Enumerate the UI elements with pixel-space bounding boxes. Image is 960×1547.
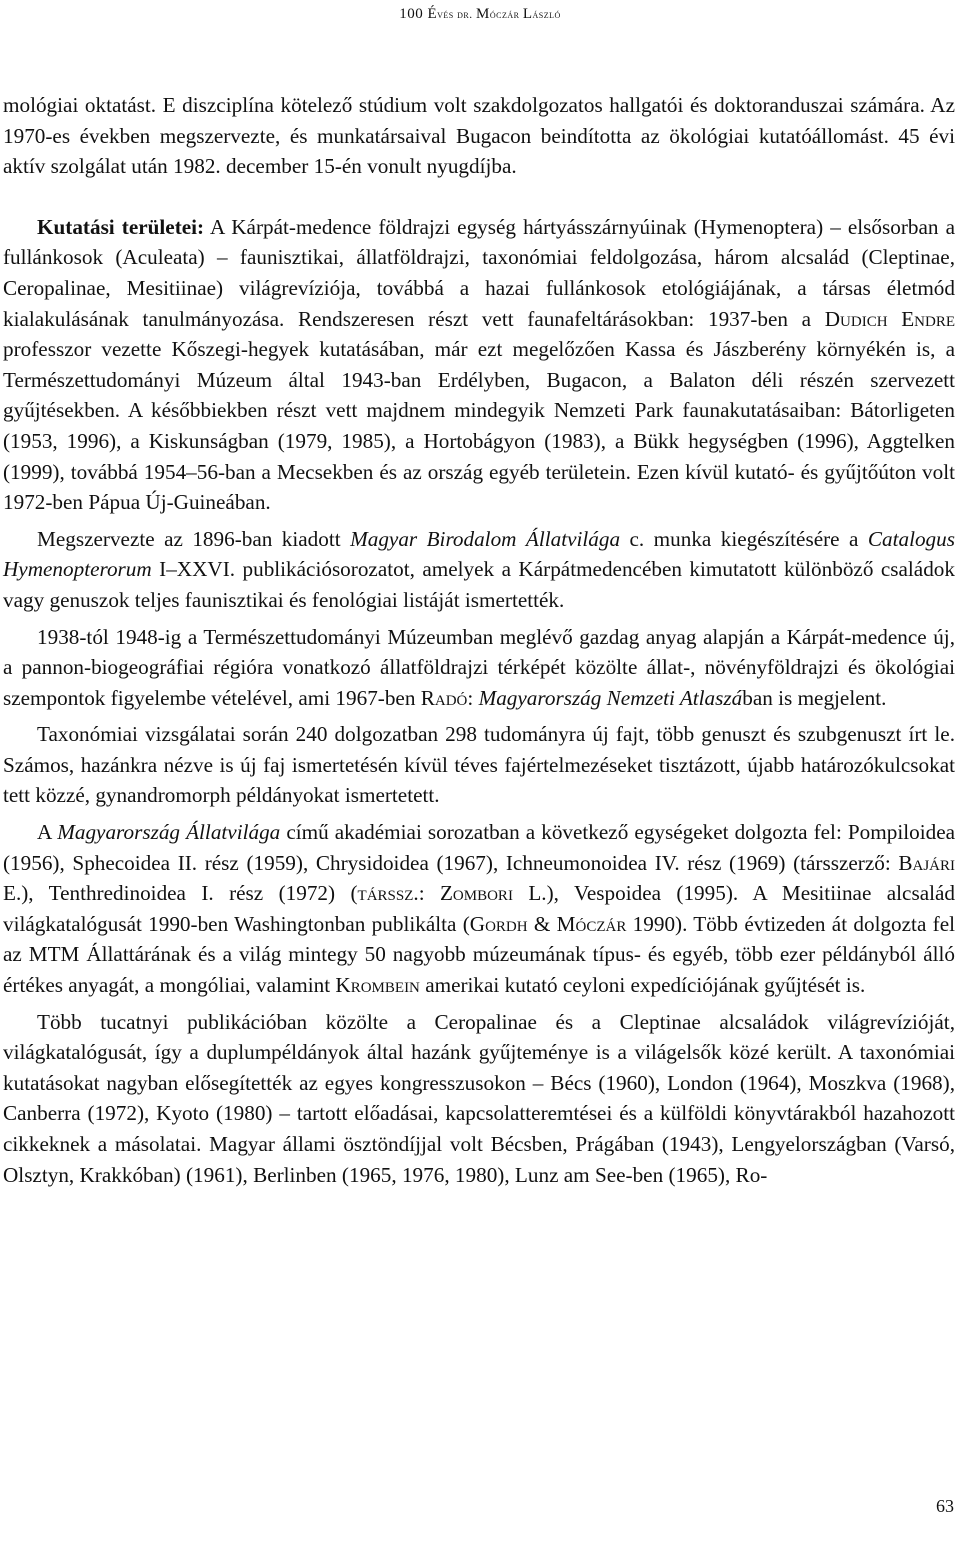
- paragraph-text: Taxonómiai vizsgálatai során 240 dolgozatban 298 tudományra új fajt, több genuszt és szubgenuszt írt le. Számos, hazánkra nézve is új faj ismertetésén kívül téves fajértelmezéseket tisztázott, újabb határozókulcsokat tett közzé, gynandromorph példányokat ismertetett.: [3, 722, 955, 808]
- paragraph-text: amerikai kutató ceyloni expedíciójának gyűjtését is.: [419, 973, 866, 998]
- running-head-text: M: [475, 6, 490, 22]
- body-text: [3, 90, 955, 1190]
- person-name: Radó: [420, 685, 468, 710]
- work-title: Catalogus Hymenopterorum: [3, 526, 955, 582]
- abbreviation: társsz.: [357, 881, 419, 906]
- running-head-text: ászló: [532, 9, 561, 21]
- paragraph-text: :: [467, 685, 479, 710]
- paragraph-text: 1990). Több évtizeden át dolgozta fel az MTM Állattárának és a világ mintegy 50 nagyobb múzeumának típus- és egyéb, több ezer példányból álló értékes anyagát, a mongóliai, valamint: [3, 911, 955, 998]
- paragraph-3: [3, 524, 955, 616]
- paragraph-4: [3, 622, 955, 714]
- paragraph-text: 1938-tól 1948-ig a Természettudományi Múzeumban meglévő gazdag anyag alapján a Kárpát-medence új, a pannon-biogeográfiai régióra vonatkozó állatföldrajzi térképét közölte állat-, növényföldrajzi és ökológiai szempontok figyelembe vételével, ami 1967-ben: [3, 624, 955, 710]
- person-name: Zombori L.: [439, 881, 547, 906]
- work-title: Magyar Birodalom Állatvilága: [350, 526, 621, 551]
- paragraph-text: A: [37, 820, 58, 845]
- page-number: 63: [936, 1496, 954, 1516]
- person-name: Dudich Endre: [824, 306, 955, 331]
- work-title: Magyarország Nemzeti Atlaszá: [478, 685, 743, 710]
- paragraph-5: [3, 719, 955, 811]
- running-head-text: L: [522, 6, 533, 22]
- paragraph-1: [3, 90, 955, 182]
- running-head: [0, 6, 960, 23]
- paragraph-6: [3, 817, 955, 1001]
- paragraph-text: ), Tenthredinoidea I. rész (1972) (: [21, 881, 358, 906]
- person-name: Móczár: [556, 911, 627, 936]
- paragraph-text: I–XXVI. publikációsorozatot, amelyek a Kárpátmedencében kimutatott különböző családok vagy genuszok teljes faunisztikai és fenológiai listáját ismertették.: [3, 557, 955, 612]
- paragraph-text: :: [418, 881, 440, 906]
- paragraph-2: [3, 212, 955, 518]
- paragraph-text: c. munka kiegészítésére a: [620, 526, 868, 551]
- paragraph-text: mológiai oktatást. E diszciplína kötelező stúdium volt szakdolgozatos hallgatói és doktoranduszai számára. Az 1970-es években megszervezte, és munkatársaival Bugacon beindította az ökológiai kutatóállomást. 45 évi aktív szolgálat után 1982. december 15-én vonult nyugdíjba.: [3, 93, 955, 179]
- paragraph-text: A Kárpát-medence földrajzi egység hártyásszárnyúinak (Hymenoptera) – elsősorban a fullánkosok (Aculeata) – faunisztikai, állatföldrajzi, taxonómiai feldolgozása, három alcsalád (Cleptinae, Ceropalinae, Mesitiinae) világrevíziója, továbbá a hazai fullánkosok etológiájának, a társas életmód kialakulásának tanulmányozása. Rendszeresen részt vett faunafeltárásokban: 1937-ben a: [3, 214, 955, 331]
- person-name: Bajári E.: [3, 850, 955, 906]
- paragraph-text: Megszervezte az 1896-ban kiadott: [37, 526, 351, 551]
- running-head-text: óczár: [489, 9, 523, 21]
- section-heading: Kutatási területei:: [37, 214, 205, 239]
- paragraph-text: Több tucatnyi publikációban közölte a Ceropalinae és a Cleptinae alcsaládok világrevízióját, világkatalógusát, így a duplumpéldányok által hazánk gyűjteménye is a világelsők közé került. A taxonómiai kutatásokat nagyban elősegítették az egyes kongresszusokon – Bécs (1960), London (1964), Moszkva (1968), Canberra (1972), Kyoto (1980) – tartott előadásai, kapcsolatteremtései és a külföldi könyvtárakból hazahozott cikkeknek a másolatai. Magyar állami ösztöndíjjal volt Bécsben, Prágában (1943), Lengyelországban (Varsó, Olsztyn, Krakkóban) (1961), Berlinben (1965, 1976, 1980), Lunz am See-ben (1965), Ro-: [3, 1009, 955, 1187]
- paragraph-text: ), Vespoidea (1995). A Mesitiinae alcsalád világkatalógusát 1990-ben Washingtonban publikálta (: [3, 881, 955, 936]
- running-head-text: 100 É: [399, 6, 438, 22]
- person-name: Krombein: [335, 973, 420, 998]
- paragraph-text: című akadémiai sorozatban a következő egységeket dolgozta fel: Pompiloidea (1956), Sphecoidea II. rész (1959), Chrysidoidea (1967), Ichneumonoidea IV. rész (1969) (társszerző:: [3, 820, 956, 875]
- paragraph-text: ban is megjelent.: [742, 685, 887, 710]
- paragraph-text: professzor vezette Kőszegi-hegyek kutatásában, már ezt megelőzően Kassa és Jászberény környékén is, a Természettudományi Múzeum által 1943-ban Erdélyben, Bugacon, a Balaton déli részén szervezett gyűjtésekben. A későbbiekben részt vett majdnem mindegyik Nemzeti Park faunakutatásaiban: Bátorligeten (1953, 1996), a Kiskunságban (1979, 1985), a Hortobágyon (1983), a Bükk hegységben (1996), Aggtelken (1999), továbbá 1954–56-ban a Mecsekben és az ország egyéb területein. Ezen kívül kutató- és gyűjtőúton volt 1972-ben Pápua Új-Guineában.: [3, 337, 955, 515]
- running-head-text: vés dr.: [437, 9, 476, 21]
- paragraph-7: [3, 1007, 955, 1191]
- work-title: Magyarország Állatvilága: [57, 820, 281, 845]
- paragraph-text: &: [527, 911, 557, 936]
- person-name: Gordh: [469, 911, 528, 936]
